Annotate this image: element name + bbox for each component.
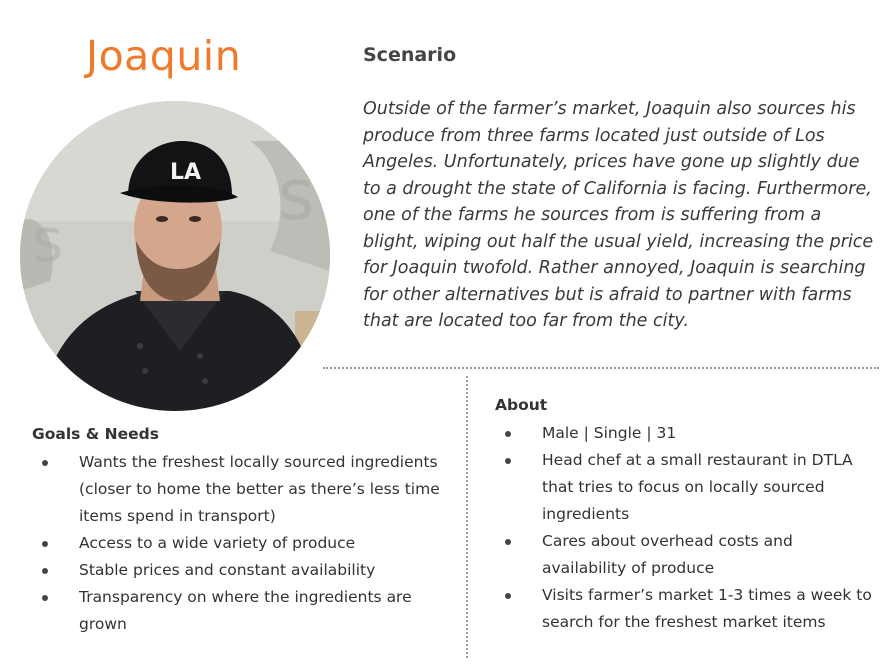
list-item (32, 584, 457, 638)
bullet-icon (42, 595, 48, 601)
persona-photo (20, 101, 330, 411)
bullet-icon (505, 539, 511, 545)
list-item (32, 557, 457, 584)
about-title: About (495, 396, 548, 414)
list-item (495, 528, 875, 582)
list-item-text: Head chef at a small restaurant in DTLA that tries to focus on locally sourced ingredients (542, 451, 853, 523)
scenario-text: Outside of the farmer’s market, Joaquin also sources his produce from three farms located just outside of Los Angeles. Unfortunately, prices have gone up slightly due to a drought the state of California is facing. Furthermore, one of the farms he sources from is suffering from a blight, wiping out half the usual yield, increasing the price for Joaquin twofold. Rather annoyed, Joaquin is searching for other alternatives but is afraid to partner with farms that are located too far from the city. (363, 99, 874, 331)
goals-list (32, 449, 457, 638)
horizontal-divider (323, 367, 879, 369)
scenario-title: Scenario (363, 44, 457, 66)
svg-text:s: s (278, 154, 315, 236)
bullet-icon (505, 458, 511, 464)
persona-name: Joaquin (86, 32, 242, 80)
bullet-icon (505, 593, 511, 599)
list-item-text: Wants the freshest locally sourced ingredients (closer to home the better as there’s less time items spend in transport) (79, 453, 440, 525)
list-item (495, 582, 875, 636)
svg-text:LA: LA (170, 160, 202, 185)
list-item (495, 420, 875, 447)
bullet-icon (505, 431, 511, 437)
vertical-divider (466, 376, 468, 658)
list-item (32, 530, 457, 557)
bullet-icon (42, 568, 48, 574)
list-item (32, 449, 457, 530)
about-list (495, 420, 875, 636)
svg-text:s: s (32, 206, 64, 276)
list-item-text: Visits farmer’s market 1-3 times a week to search for the freshest market items (542, 586, 872, 631)
goals-title: Goals & Needs (32, 425, 159, 443)
list-item-text: Access to a wide variety of produce (79, 534, 356, 552)
list-item (495, 447, 875, 528)
list-item-text: Transparency on where the ingredients are grown (79, 588, 412, 633)
list-item-text: Male | Single | 31 (542, 424, 677, 442)
list-item-text: Cares about overhead costs and availability of produce (542, 532, 793, 577)
list-item-text: Stable prices and constant availability (79, 561, 376, 579)
bullet-icon (42, 460, 48, 466)
bullet-icon (42, 541, 48, 547)
